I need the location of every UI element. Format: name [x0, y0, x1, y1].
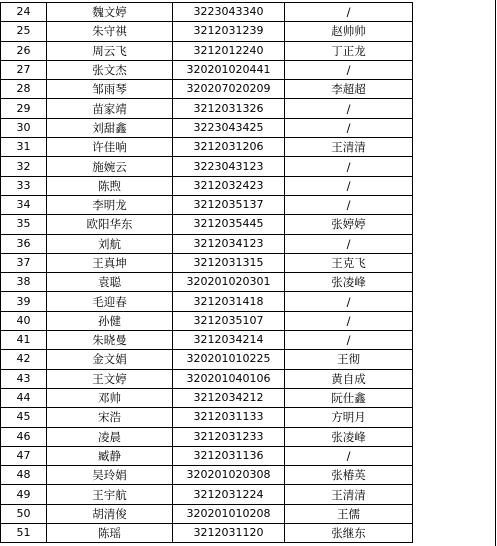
cell-name: 陈煦 [47, 176, 173, 195]
cell-student-id: 320207020209 [173, 80, 285, 99]
cell-name: 周云飞 [47, 41, 173, 60]
cell-number: 48 [1, 466, 47, 485]
cell-student-id: 3212012240 [173, 41, 285, 60]
cell-name: 邓帅 [47, 388, 173, 407]
cell-student-id: 320201040106 [173, 369, 285, 388]
cell-number: 46 [1, 427, 47, 446]
cell-name: 金文娟 [47, 350, 173, 369]
cell-student-id: 3212034212 [173, 388, 285, 407]
cell-number: 38 [1, 273, 47, 292]
cell-contact: 张凌峰 [285, 273, 413, 292]
cell-name: 李明龙 [47, 195, 173, 214]
table-row [1, 138, 413, 157]
cell-number: 27 [1, 60, 47, 79]
roster-table [0, 2, 413, 543]
cell-contact: 赵帅帅 [285, 22, 413, 41]
cell-name: 凌晨 [47, 427, 173, 446]
cell-number: 41 [1, 331, 47, 350]
table-right-rule [412, 2, 413, 543]
table-row [1, 215, 413, 234]
cell-number: 34 [1, 195, 47, 214]
cell-contact: / [285, 331, 413, 350]
table-row [1, 273, 413, 292]
cell-contact: / [285, 3, 413, 22]
cell-student-id: 3212034214 [173, 331, 285, 350]
table-row [1, 466, 413, 485]
cell-student-id: 320201010225 [173, 350, 285, 369]
cell-student-id: 320201020441 [173, 60, 285, 79]
cell-contact: / [285, 118, 413, 137]
cell-student-id: 3212031133 [173, 408, 285, 427]
cell-student-id: 3212031315 [173, 253, 285, 272]
roster-table-body [1, 3, 413, 543]
cell-name: 王真坤 [47, 253, 173, 272]
table-row [1, 41, 413, 60]
cell-number: 37 [1, 253, 47, 272]
cell-name: 邹雨琴 [47, 80, 173, 99]
cell-student-id: 3212035107 [173, 311, 285, 330]
table-row [1, 99, 413, 118]
cell-contact: / [285, 311, 413, 330]
cell-number: 50 [1, 504, 47, 523]
table-row [1, 524, 413, 543]
cell-contact: 黄自成 [285, 369, 413, 388]
cell-name: 朱晓曼 [47, 331, 173, 350]
cell-name: 臧静 [47, 446, 173, 465]
cell-contact: 丁正龙 [285, 41, 413, 60]
cell-contact: 王彻 [285, 350, 413, 369]
cell-number: 33 [1, 176, 47, 195]
cell-number: 31 [1, 138, 47, 157]
cell-number: 45 [1, 408, 47, 427]
table-row [1, 427, 413, 446]
table-row [1, 3, 413, 22]
cell-contact: 王克飞 [285, 253, 413, 272]
page-right-rule [495, 0, 496, 546]
table-row [1, 331, 413, 350]
cell-name: 欧阳华东 [47, 215, 173, 234]
table-row [1, 408, 413, 427]
cell-contact: / [285, 446, 413, 465]
cell-name: 苗家靖 [47, 99, 173, 118]
cell-student-id: 3212031206 [173, 138, 285, 157]
table-row [1, 485, 413, 504]
cell-student-id: 3223043123 [173, 157, 285, 176]
cell-contact: / [285, 60, 413, 79]
cell-name: 许佳响 [47, 138, 173, 157]
cell-student-id: 3212031418 [173, 292, 285, 311]
table-row [1, 446, 413, 465]
cell-contact: 王清清 [285, 485, 413, 504]
cell-contact: / [285, 176, 413, 195]
cell-contact: 王清清 [285, 138, 413, 157]
cell-student-id: 3212031224 [173, 485, 285, 504]
cell-name: 毛迎春 [47, 292, 173, 311]
cell-student-id: 3212032423 [173, 176, 285, 195]
cell-contact: 张凌峰 [285, 427, 413, 446]
table-row [1, 350, 413, 369]
cell-name: 王文婷 [47, 369, 173, 388]
cell-number: 26 [1, 41, 47, 60]
cell-name: 吴玲娟 [47, 466, 173, 485]
table-row [1, 504, 413, 523]
cell-number: 44 [1, 388, 47, 407]
cell-contact: 张继东 [285, 524, 413, 543]
cell-number: 42 [1, 350, 47, 369]
cell-number: 43 [1, 369, 47, 388]
cell-name: 陈瑶 [47, 524, 173, 543]
cell-number: 49 [1, 485, 47, 504]
cell-student-id: 3212034123 [173, 234, 285, 253]
cell-number: 30 [1, 118, 47, 137]
table-row [1, 253, 413, 272]
cell-contact: 张婷婷 [285, 215, 413, 234]
cell-student-id: 3212035445 [173, 215, 285, 234]
table-row [1, 176, 413, 195]
cell-contact: / [285, 99, 413, 118]
cell-contact: 方明月 [285, 408, 413, 427]
table-row [1, 234, 413, 253]
cell-contact: 阮仕鑫 [285, 388, 413, 407]
table-row [1, 118, 413, 137]
table-row [1, 60, 413, 79]
cell-student-id: 3212031120 [173, 524, 285, 543]
cell-student-id: 3212031136 [173, 446, 285, 465]
cell-contact: 李超超 [285, 80, 413, 99]
table-row [1, 311, 413, 330]
cell-student-id: 3212031233 [173, 427, 285, 446]
cell-number: 25 [1, 22, 47, 41]
cell-number: 24 [1, 3, 47, 22]
cell-name: 胡清俊 [47, 504, 173, 523]
table-row [1, 388, 413, 407]
cell-name: 张文杰 [47, 60, 173, 79]
cell-name: 刘航 [47, 234, 173, 253]
cell-student-id: 320201020301 [173, 273, 285, 292]
cell-number: 35 [1, 215, 47, 234]
cell-number: 36 [1, 234, 47, 253]
cell-student-id: 320201020308 [173, 466, 285, 485]
cell-number: 51 [1, 524, 47, 543]
cell-student-id: 3212031239 [173, 22, 285, 41]
table-row [1, 369, 413, 388]
cell-contact: / [285, 157, 413, 176]
table-row [1, 292, 413, 311]
cell-name: 朱守祺 [47, 22, 173, 41]
cell-name: 宋浩 [47, 408, 173, 427]
cell-name: 孙健 [47, 311, 173, 330]
cell-contact: / [285, 234, 413, 253]
cell-name: 魏文婷 [47, 3, 173, 22]
cell-contact: / [285, 292, 413, 311]
cell-student-id: 3212031326 [173, 99, 285, 118]
cell-number: 29 [1, 99, 47, 118]
cell-number: 32 [1, 157, 47, 176]
cell-student-id: 3223043425 [173, 118, 285, 137]
cell-name: 袁聪 [47, 273, 173, 292]
table-row [1, 195, 413, 214]
cell-number: 40 [1, 311, 47, 330]
cell-number: 28 [1, 80, 47, 99]
table-row [1, 157, 413, 176]
cell-name: 刘甜鑫 [47, 118, 173, 137]
cell-student-id: 3212035137 [173, 195, 285, 214]
cell-contact: 张椿英 [285, 466, 413, 485]
table-row [1, 22, 413, 41]
cell-number: 39 [1, 292, 47, 311]
cell-name: 施婉云 [47, 157, 173, 176]
cell-contact: 王儒 [285, 504, 413, 523]
cell-number: 47 [1, 446, 47, 465]
cell-student-id: 3223043340 [173, 3, 285, 22]
table-row [1, 80, 413, 99]
cell-student-id: 320201010208 [173, 504, 285, 523]
cell-name: 王宇航 [47, 485, 173, 504]
cell-contact: / [285, 195, 413, 214]
